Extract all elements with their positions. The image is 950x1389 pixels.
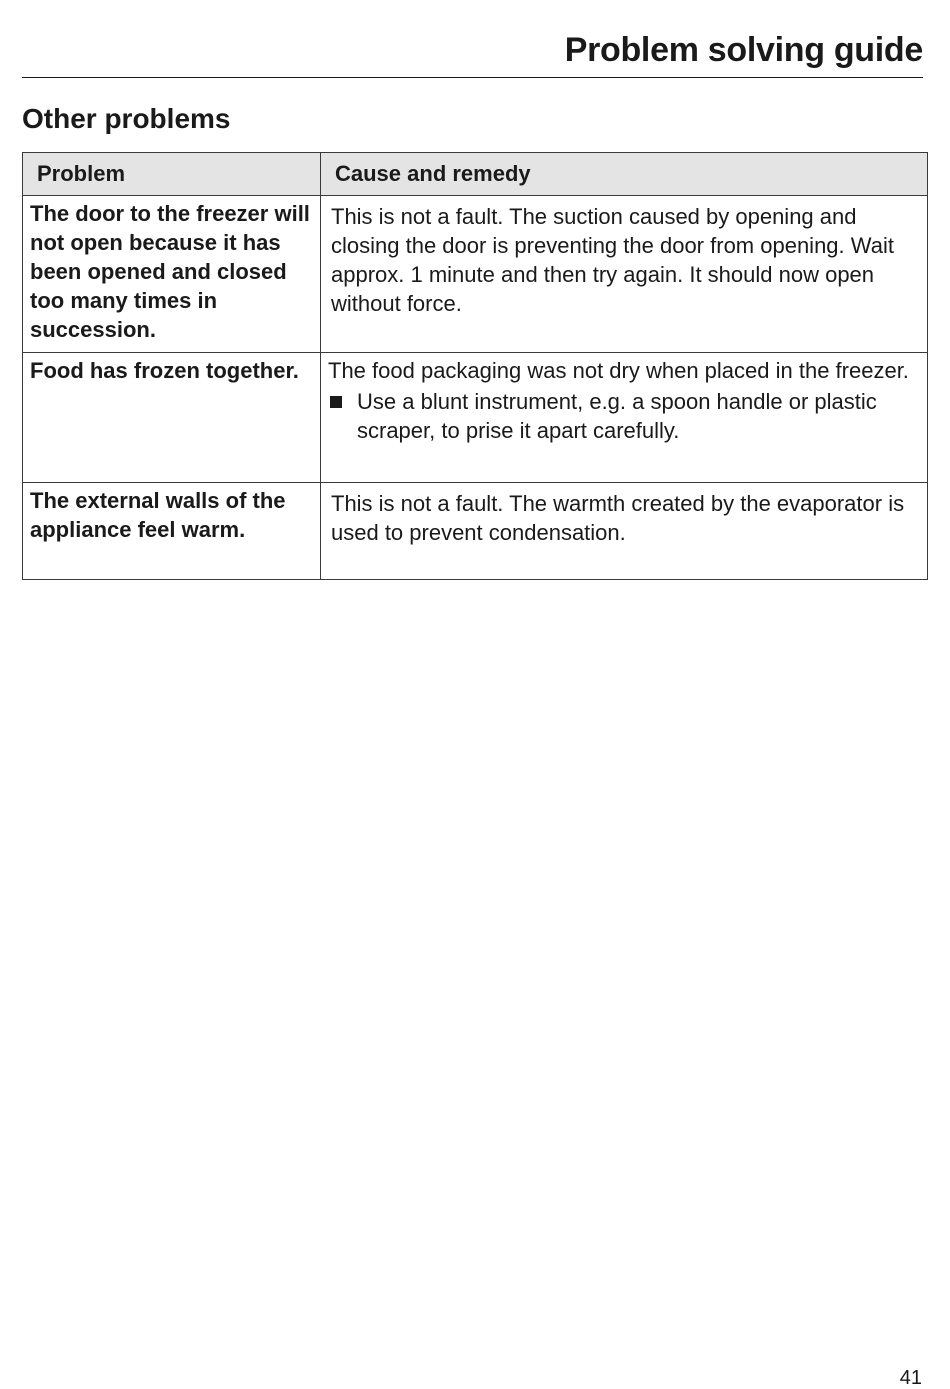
cause-cell: This is not a fault. The warmth created by the evaporator is used to prevent condensation. — [321, 483, 928, 580]
table-row — [23, 483, 928, 580]
remedy-text: Use a blunt instrument, e.g. a spoon handle or plastic scraper, to prise it apart carefully. — [357, 389, 877, 443]
cause-text: The food packaging was not dry when placed in the freezer. — [328, 358, 909, 383]
page-header-title: Problem solving guide — [564, 31, 923, 69]
cause-cell — [321, 353, 928, 483]
table-header-row — [23, 153, 928, 196]
remedy-list-item — [328, 387, 919, 445]
problem-cell: Food has frozen together. — [23, 353, 321, 483]
table-row — [23, 353, 928, 483]
column-header-problem: Problem — [23, 153, 321, 196]
problem-cell: The external walls of the appliance feel warm. — [23, 483, 321, 580]
page-number: 41 — [899, 1367, 922, 1389]
bullet-square-icon — [330, 396, 342, 408]
section-title: Other problems — [22, 103, 231, 134]
column-header-cause: Cause and remedy — [321, 153, 928, 196]
page-header — [22, 30, 923, 78]
table-row — [23, 196, 928, 353]
problem-table — [22, 152, 928, 580]
cause-cell: This is not a fault. The suction caused by opening and closing the door is preventing the door from opening. Wait approx. 1 minute and then try again. It should now open without force. — [321, 196, 928, 353]
problem-cell: The door to the freezer will not open because it has been opened and closed too many times in succession. — [23, 196, 321, 353]
